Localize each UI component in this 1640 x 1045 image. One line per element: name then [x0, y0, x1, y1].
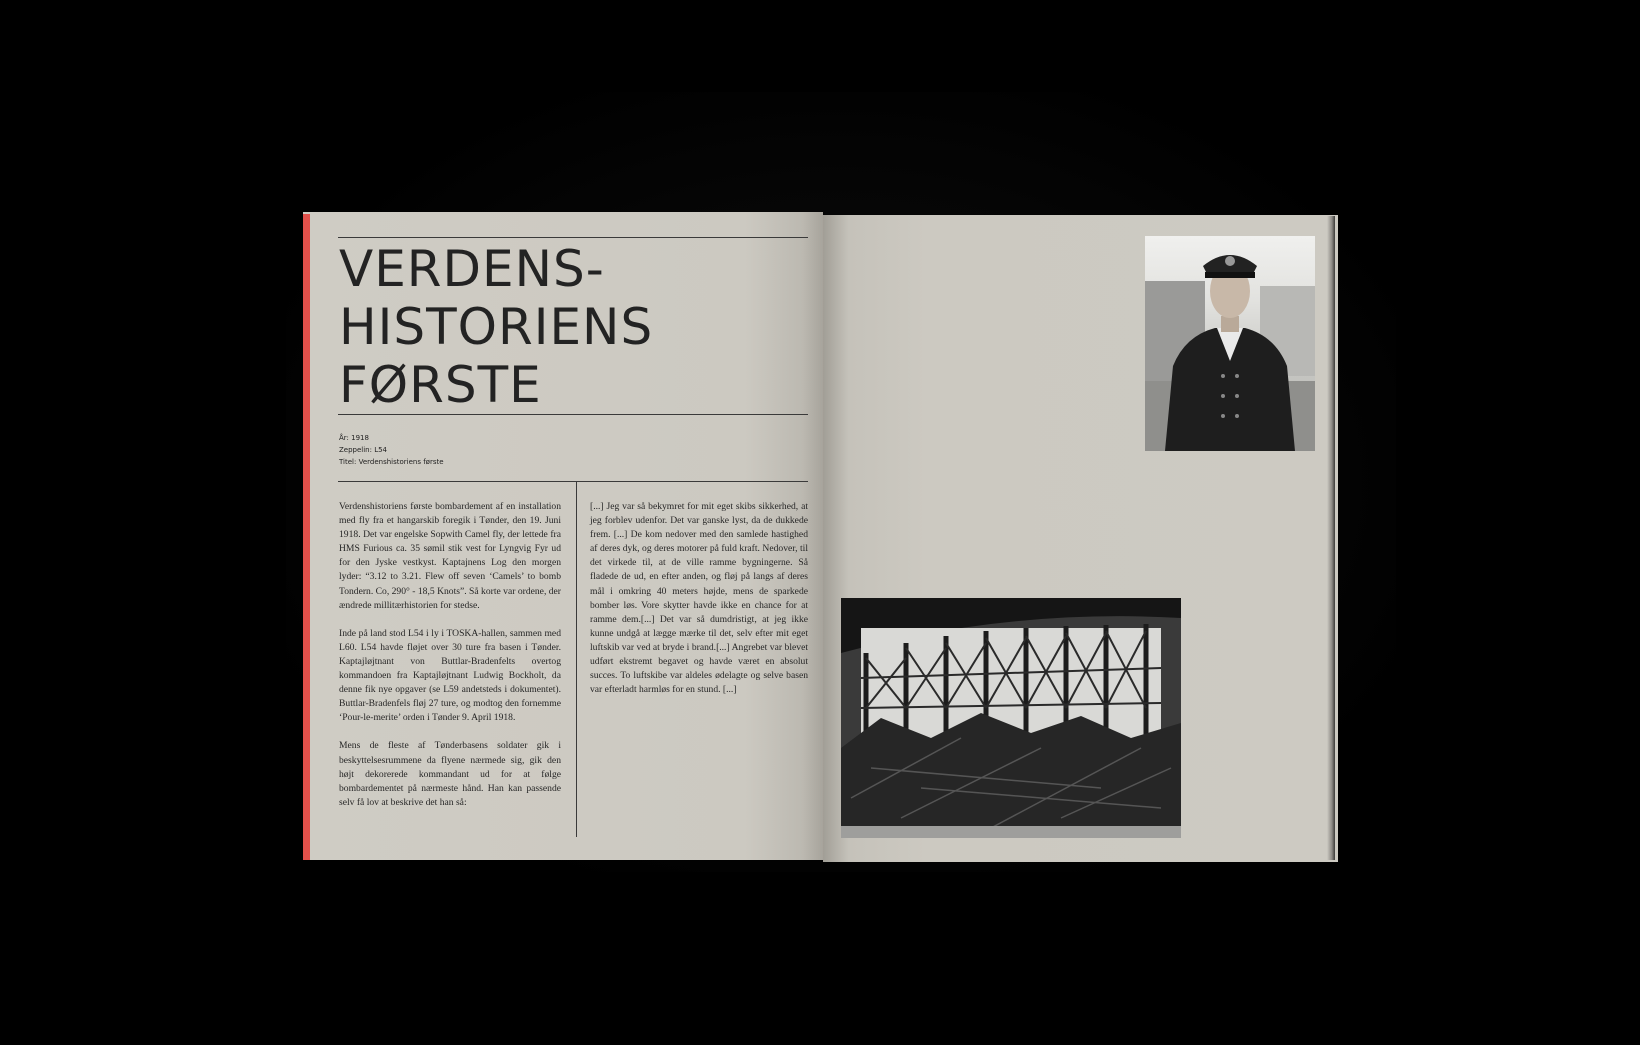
meta-year: År: 1918	[339, 434, 369, 442]
column-1-paragraph-1: Verdenshistoriens første bombardement af en installation med fly fra et hangarskib foregik i Tønder, den 19. Juni 1918. Det var engelske Sopwith Camel fly, der lettede fra HMS Furious ca. 35 sømil stik vest for Lyngvig Fyr ud for den Jyske vestkyst. Kaptajnens Log den morgen lyder: “3.12 to 3.21. Flew off seven ‘Camels’ to bomb Tondern. Co, 290° - 18,5 Knots”. Så korte var ordene, der ændrede millitærhistorien for stedse.	[339, 501, 561, 611]
title-line-2: HISTORIENS	[339, 298, 654, 356]
hangar-wreck-illustration	[841, 598, 1181, 838]
columns-top-rule	[338, 481, 808, 482]
title-line-3: FØRSTE	[339, 356, 542, 414]
column-2	[590, 500, 808, 711]
top-rule	[338, 237, 808, 238]
officer-photo	[1145, 236, 1315, 451]
title-line-1: VERDENS-	[339, 240, 605, 298]
column-divider	[576, 482, 577, 837]
red-page-edge	[303, 214, 310, 860]
meta-zeppelin: Zeppelin: L54	[339, 446, 388, 454]
meta-title: Titel: Verdenshistoriens første	[339, 458, 444, 466]
column-2-paragraph-1: [...] Jeg var så bekymret for mit eget skibs sikkerhed, at jeg forblev udenfor. Det var ganske lyst, da de dukkede frem. [...] De kom nedover med den samlede hastighed af deres dyk, og deres motorer på fuld kraft. Nedover, til det virkede til, at de ville ramme bygningerne. Så fladede de ud, en efter anden, og fløj på langs af deres mål i omkring 40 meters højde, mens de sparkede bomber løs. Vore skytter havde ikke en chance for at ramme dem.[...] Det var så dumdristigt, at jeg ikke kunne undgå at lægge mærke til det, selv efter mit eget luftskib var ved at bryde i brand.[...] Angrebet var blevet udført ekstremt begavet og havde været en absolut succes. To luftskibe var aldeles ødelagte og selve basen var efterladt harmløs for en stund. [...]	[590, 501, 808, 696]
column-1-paragraph-3: Mens de fleste af Tønderbasens soldater gik i beskyttelsesrummene da flyene nærmede sig, gik den højt dekorerede kommandant ud for at følge bombardementet på nærmeste hånd. Han kan passende selv få lov at beskrive det han så:	[339, 740, 561, 808]
page-edge	[1327, 216, 1335, 860]
column-1	[339, 500, 561, 824]
officer-illustration	[1145, 236, 1315, 451]
hangar-photo	[841, 598, 1181, 838]
article-meta	[339, 432, 444, 468]
column-1-paragraph-2: Inde på land stod L54 i ly i TOSKA-hallen, sammen med L60. L54 havde fløjet over 30 ture fra basen i Tønder. Kaptajløjtnant von Buttlar-Bradenfelts overtog kommandoen fra Kaptajløjtnant Ludwig Bockholt, da denne fik nye opgaver (se L59 andetsteds i dokumentet). Buttlar-Bradenfels fløj 27 ture, og modtog den fornemme ‘Pour-le-merite’ orden i Tønder 9. April 1918.	[339, 627, 561, 724]
article-title	[339, 240, 653, 414]
title-bottom-rule	[338, 414, 808, 415]
